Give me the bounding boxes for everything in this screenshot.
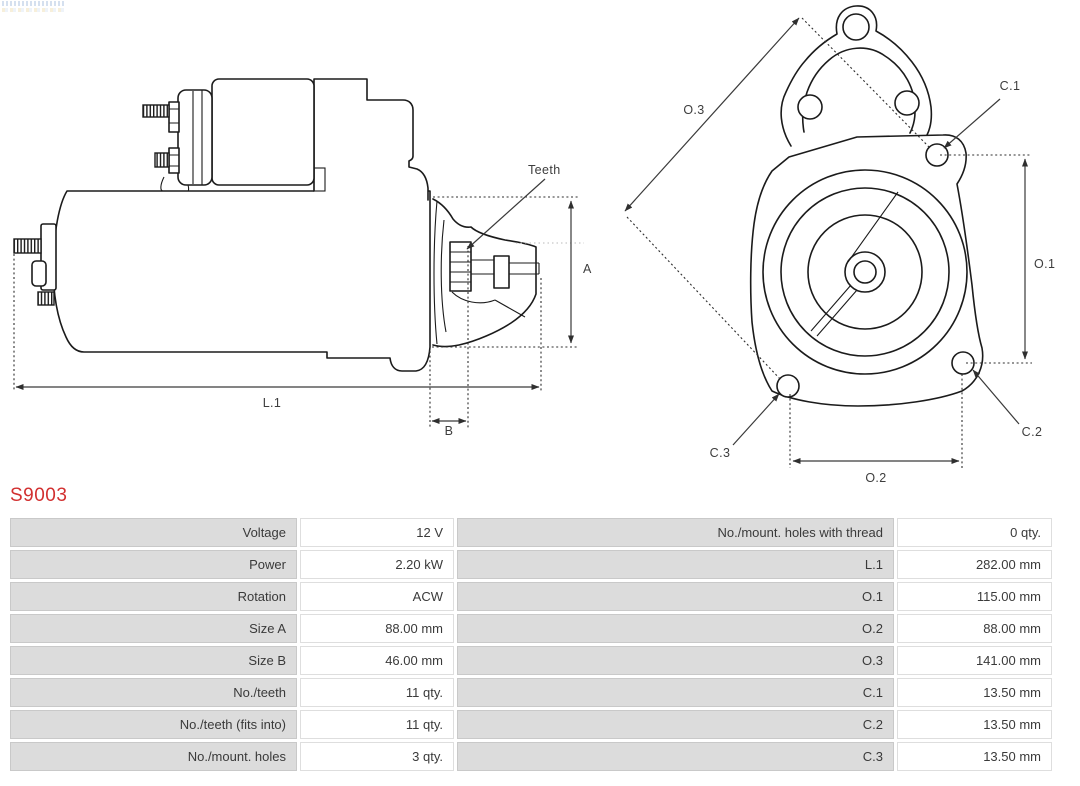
table-row: [10, 518, 1052, 547]
front-view-drawing: [625, 6, 1055, 485]
spec-label-cell: Rotation: [10, 582, 297, 611]
body-stud-thread: [38, 292, 54, 305]
mount-hole-c3: [777, 375, 799, 397]
spec-label-cell: No./teeth: [10, 678, 297, 707]
part-number: S9003: [10, 485, 68, 506]
pinion-shaft: [471, 260, 494, 274]
spec-value-cell: 13.50 mm: [897, 742, 1052, 771]
motor-body: [53, 191, 430, 371]
housing-inner-curve: [441, 220, 446, 332]
table-row: [10, 550, 1052, 579]
solenoid-terminal-thread-upper: [143, 105, 169, 117]
spec-value-cell: 88.00 mm: [897, 614, 1052, 643]
dim-label-b: B: [444, 424, 454, 438]
spec-value-cell: 13.50 mm: [897, 710, 1052, 739]
solenoid-terminal-nut-upper: [169, 102, 179, 132]
spec-value-cell: 115.00 mm: [897, 582, 1052, 611]
bracket-hole-left: [798, 95, 822, 119]
solenoid-cylinder: [212, 79, 314, 185]
spec-label-cell: Size B: [10, 646, 297, 675]
spec-value-cell: 12 V: [300, 518, 454, 547]
dim-label-c2: C.2: [1021, 425, 1043, 439]
bracket-inner-arc: [803, 48, 915, 133]
body-terminal-thread: [14, 239, 41, 253]
table-row: [10, 742, 1052, 771]
drive-end-housing: [433, 199, 536, 347]
table-row: [10, 614, 1052, 643]
solenoid-terminal-thread-lower: [155, 153, 169, 167]
spec-label-cell: C.3: [457, 742, 894, 771]
spec-label-cell: Power: [10, 550, 297, 579]
table-row: [10, 646, 1052, 675]
teeth-label: Teeth: [528, 163, 561, 177]
spec-label-cell: No./mount. holes with thread: [457, 518, 894, 547]
spec-label-cell: L.1: [457, 550, 894, 579]
dim-label-o3: O.3: [683, 103, 705, 117]
bracket-hole-right: [895, 91, 919, 115]
spec-value-cell: 141.00 mm: [897, 646, 1052, 675]
spec-label-cell: O.2: [457, 614, 894, 643]
spec-value-cell: ACW: [300, 582, 454, 611]
spec-label-cell: C.1: [457, 678, 894, 707]
spec-value-cell: 11 qty.: [300, 678, 454, 707]
body-terminal-cap: [32, 261, 46, 286]
spec-value-cell: 11 qty.: [300, 710, 454, 739]
spec-label-cell: C.2: [457, 710, 894, 739]
dim-label-o1: O.1: [1034, 257, 1056, 271]
dim-label-c1: C.1: [999, 79, 1021, 93]
mount-flange-line: [434, 201, 437, 344]
table-row: [10, 710, 1052, 739]
spec-label-cell: No./teeth (fits into): [10, 710, 297, 739]
solenoid-terminal-nut-lower: [169, 148, 179, 173]
spec-label-cell: O.3: [457, 646, 894, 675]
bracket-hole-top: [843, 14, 869, 40]
spec-table: [7, 515, 1055, 774]
side-view-drawing: [14, 79, 592, 438]
spec-value-cell: 88.00 mm: [300, 614, 454, 643]
solenoid-end-cap: [178, 90, 212, 185]
dim-label-c3: C.3: [709, 446, 731, 460]
spec-label-cell: Size A: [10, 614, 297, 643]
spec-value-cell: 46.00 mm: [300, 646, 454, 675]
spec-value-cell: 0 qty.: [897, 518, 1052, 547]
shaft-collar: [494, 256, 509, 288]
mounting-flange: [751, 135, 983, 406]
table-row: [10, 582, 1052, 611]
spec-value-cell: 13.50 mm: [897, 678, 1052, 707]
dim-label-l1: L.1: [262, 396, 282, 410]
spec-value-cell: 2.20 kW: [300, 550, 454, 579]
spec-value-cell: 3 qty.: [300, 742, 454, 771]
spec-value-cell: 282.00 mm: [897, 550, 1052, 579]
dim-label-a: A: [583, 262, 592, 276]
dim-label-o2: O.2: [865, 471, 887, 485]
spec-label-cell: Voltage: [10, 518, 297, 547]
spec-label-cell: No./mount. holes: [10, 742, 297, 771]
spec-label-cell: O.1: [457, 582, 894, 611]
table-row: [10, 678, 1052, 707]
